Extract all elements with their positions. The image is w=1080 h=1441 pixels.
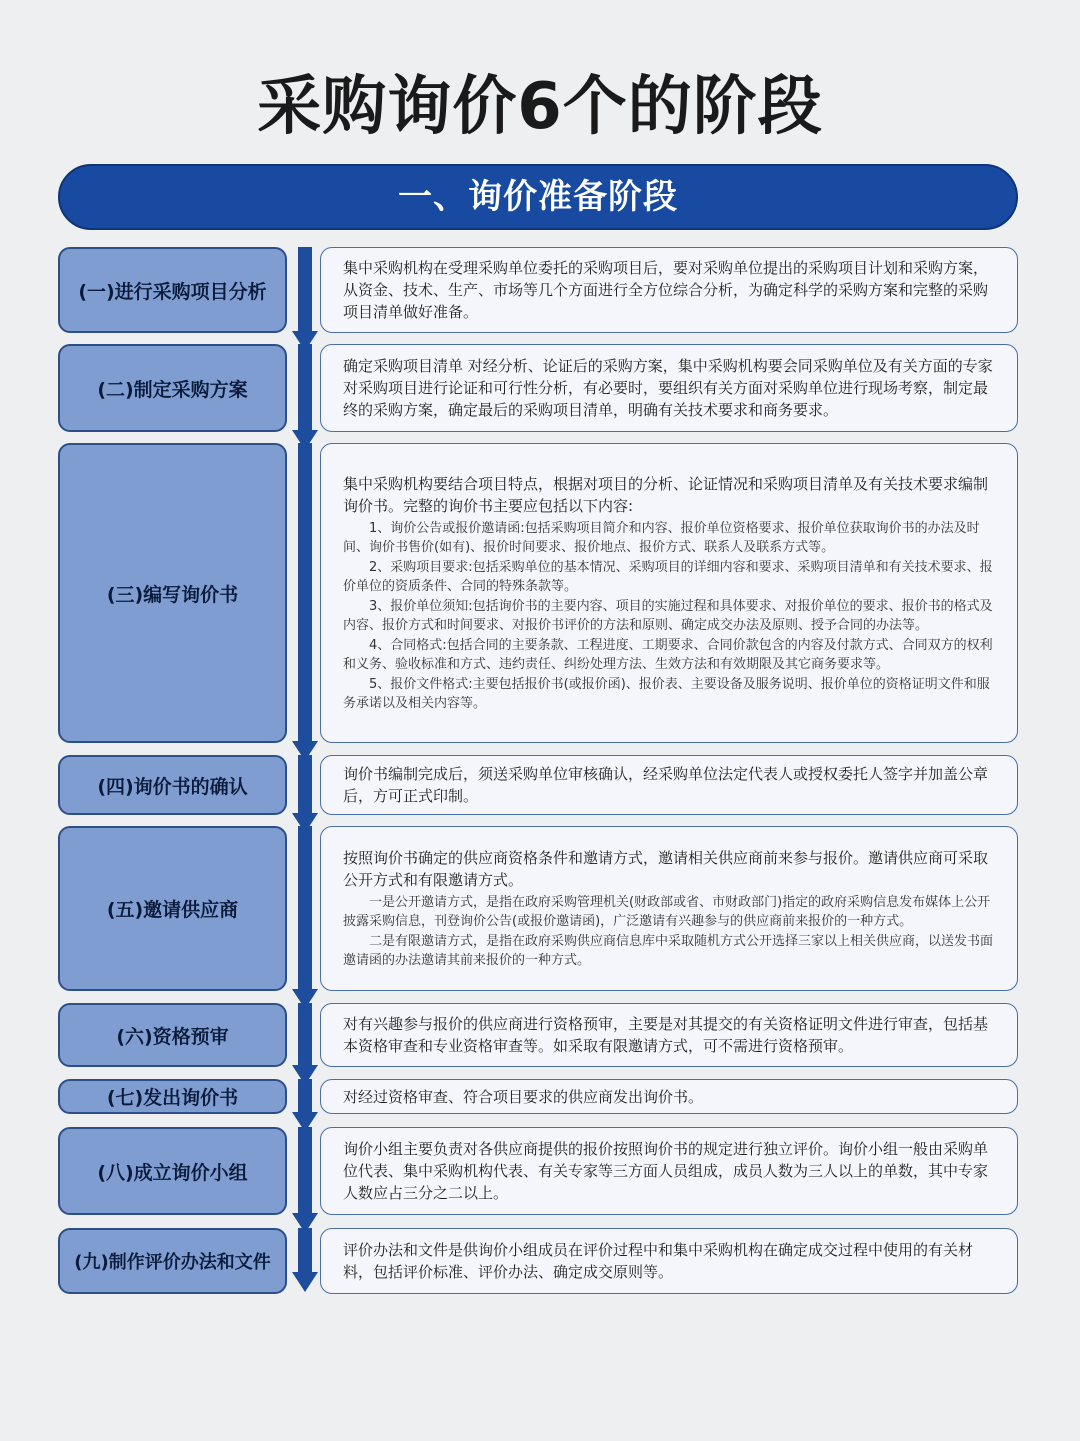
step-1-description <box>320 247 1018 333</box>
step-3-item-1: 1、询价公告或报价邀请函:包括采购项目简介和内容、报价单位资格要求、报价单位获取询价书的办法及时间、询价书售价(如有)、报价时间要求、报价地点、报价方式、联系人及联系方式等。 <box>343 520 980 555</box>
step-8-text: 询价小组主要负责对各供应商提供的报价按照询价书的规定进行独立评价。询价小组一般由采购单位代表、集中采购机构代表、有关专家等三方面人员组成，成员人数为三人以上的单数，其中专家人数应占三分之二以上。 <box>343 1140 989 1202</box>
step-3-item-4: 4、合同格式:包括合同的主要条款、工程进度、工期要求、合同价款包含的内容及付款方式、合同双方的权利和义务、验收标准和方式、违约责任、纠纷处理方法、生效方法和有效期限及其它商务要求等。 <box>343 637 993 672</box>
section-banner: 一、询价准备阶段 <box>58 164 1018 230</box>
step-7-description <box>320 1079 1018 1114</box>
page-title: 采购询价6个的阶段 <box>257 70 823 144</box>
step-3-text: 集中采购机构要结合项目特点，根据对项目的分析、论证情况和采购项目清单及有关技术要求编制询价书。完整的询价书主要应包括以下内容: <box>343 474 989 515</box>
step-6-label: (六)资格预审 <box>58 1003 287 1067</box>
step-9-arrow <box>298 1228 312 1274</box>
step-6-description <box>320 1003 1018 1067</box>
step-4-arrow <box>298 755 312 815</box>
step-2-label: (二)制定采购方案 <box>58 344 287 432</box>
step-3-arrow <box>298 443 312 743</box>
step-7-label: (七)发出询价书 <box>58 1079 287 1114</box>
step-2-arrow <box>298 344 312 432</box>
arrow-down-icon <box>292 1272 318 1292</box>
step-4-description <box>320 755 1018 815</box>
step-2-text: 确定采购项目清单 对经分析、论证后的采购方案，集中采购机构要会同采购单位及有关方面的专家对采购项目进行论证和可行性分析，有必要时，要组织有关方面对采购单位进行现场考察，制定最终的采购方案，确定最后的采购项目清单，明确有关技术要求和商务要求。 <box>343 357 993 419</box>
step-4-text: 询价书编制完成后，须送采购单位审核确认，经采购单位法定代表人或授权委托人签字并加盖公章后，方可正式印制。 <box>343 765 989 805</box>
step-3-description <box>320 443 1018 743</box>
step-8-label: (八)成立询价小组 <box>58 1127 287 1215</box>
step-5-arrow <box>298 826 312 991</box>
step-5-item-2: 二是有限邀请方式，是指在政府采购供应商信息库中采取随机方式公开选择三家以上相关供应商，以送发书面邀请函的办法邀请其前来报价的一种方式。 <box>343 933 994 968</box>
step-8-arrow <box>298 1127 312 1215</box>
step-1-label: (一)进行采购项目分析 <box>58 247 287 333</box>
step-6-text: 对有兴趣参与报价的供应商进行资格预审，主要是对其提交的有关资格证明文件进行审查，包括基本资格审查和专业资格审查等。如采取有限邀请方式，可不需进行资格预审。 <box>343 1015 989 1055</box>
step-7-arrow <box>298 1079 312 1114</box>
step-3-item-2: 2、采购项目要求:包括采购单位的基本情况、采购项目的详细内容和要求、采购项目清单和有关技术要求、报价单位的资质条件、合同的特殊条款等。 <box>343 559 993 594</box>
step-3-item-5: 5、报价文件格式:主要包括报价书(或报价函)、报价表、主要设备及服务说明、报价单位的资格证明文件和服务承诺以及相关内容等。 <box>343 676 990 711</box>
step-9-description <box>320 1228 1018 1294</box>
step-9-label: (九)制作评价办法和文件 <box>58 1228 287 1294</box>
step-3-label: (三)编写询价书 <box>58 443 287 743</box>
step-5-text: 按照询价书确定的供应商资格条件和邀请方式，邀请相关供应商前来参与报价。邀请供应商可采取公开方式和有限邀请方式。 <box>343 848 989 889</box>
step-6-arrow <box>298 1003 312 1067</box>
step-5-label: (五)邀请供应商 <box>58 826 287 991</box>
step-2-description <box>320 344 1018 432</box>
step-1-text: 集中采购机构在受理采购单位委托的采购项目后，要对采购单位提出的采购项目计划和采购方案，从资金、技术、生产、市场等几个方面进行全方位综合分析，为确定科学的采购方案和完整的采购项目清单做好准备。 <box>343 259 989 321</box>
step-3-item-3: 3、报价单位须知:包括询价书的主要内容、项目的实施过程和具体要求、对报价单位的要求、报价书的格式及内容、报价方式和时间要求、对报价书评价的方法和原则、确定成交办法及原则、授予合同的办法等。 <box>343 598 993 633</box>
step-7-text: 对经过资格审查、符合项目要求的供应商发出询价书。 <box>343 1087 704 1106</box>
step-4-label: (四)询价书的确认 <box>58 755 287 815</box>
step-9-text: 评价办法和文件是供询价小组成员在评价过程中和集中采购机构在确定成交过程中使用的有关材料，包括评价标准、评价办法、确定成交原则等。 <box>343 1241 974 1281</box>
step-1-arrow <box>298 247 312 333</box>
step-5-description <box>320 826 1018 991</box>
step-8-description <box>320 1127 1018 1215</box>
step-5-item-1: 一是公开邀请方式，是指在政府采购管理机关(财政部或省、市财政部门)指定的政府采购信息发布媒体上公开披露采购信息，刊登询价公告(或报价邀请函)，广泛邀请有兴趣参与的供应商前来报价的一种方式。 <box>343 894 991 929</box>
